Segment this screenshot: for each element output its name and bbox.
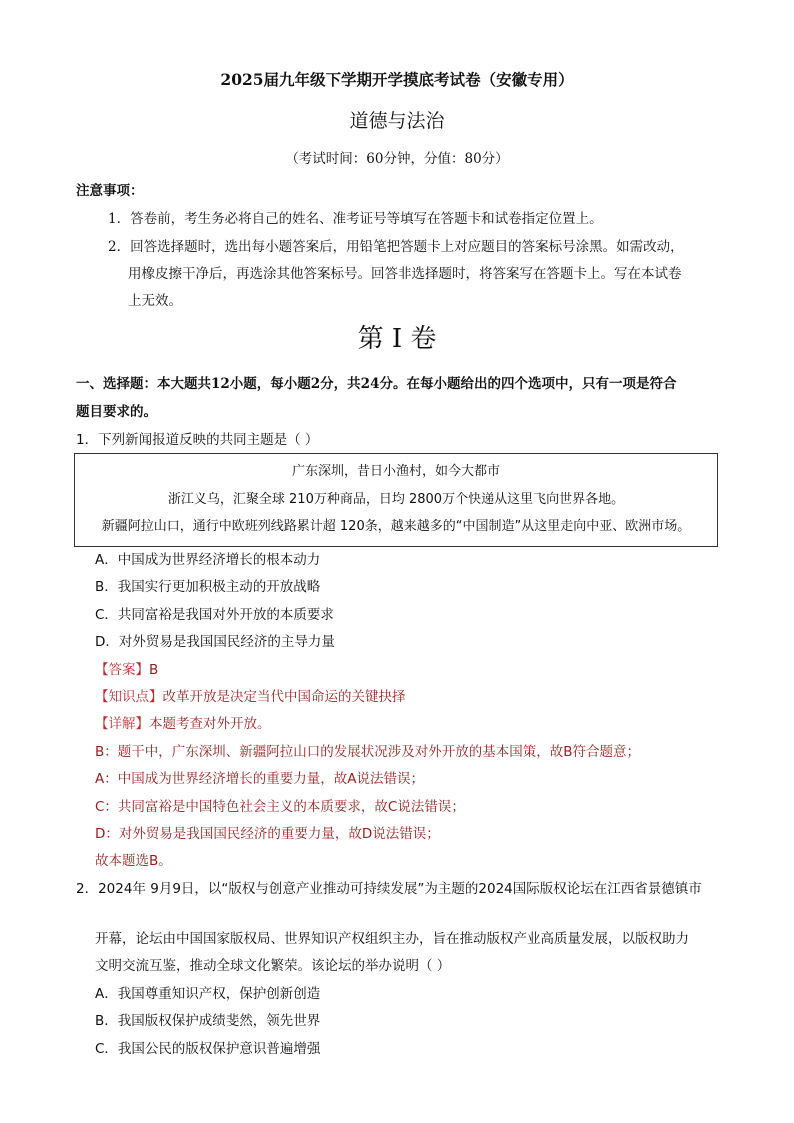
exam-info: （考试时间：60分钟，分值：80分） (285, 151, 509, 167)
question-1-material-box (74, 453, 718, 547)
notice-item-2-line-2: 用橡皮擦干净后，再选涂其他答案标号。回答非选择题时，将答案写在答题卡上。写在本试卷 (128, 266, 682, 282)
notice-item-1: 1．答卷前，考生务必将自己的姓名、准考证号等填写在答题卡和试卷指定位置上。 (108, 211, 603, 227)
subject-title: 道德与法治 (349, 110, 445, 132)
question-1-stem: 1．下列新闻报道反映的共同主题是（ ） (76, 432, 319, 448)
notice-item-2-line-1: 2．回答选择题时，选出每小题答案后，用铅笔把答题卡上对应题目的答案标号涂黑。如需改动， (108, 239, 684, 255)
answer-label: 【答案】 (95, 662, 149, 678)
material-line-2: 浙江义乌，汇聚全球 210万种商品，日均 2800万个快递从这里飞向世界各地。 (167, 492, 625, 507)
analysis-line-4: D：对外贸易是我国国民经济的重要力量，故D说法错误； (95, 826, 440, 842)
analysis-line-3: C：共同富裕是中国特色社会主义的本质要求，故C说法错误； (95, 799, 465, 815)
section-heading-line-1: 一、选择题：本大题共12小题，每小题2分，共24分。在每小题给出的四个选项中，只有一项是符合 (76, 376, 677, 392)
question-2-stem-line-3: 文明交流互鉴，推动全球文化繁荣。该论坛的举办说明（ ） (95, 958, 451, 974)
question-2-option-a: A．我国尊重知识产权，保护创新创造 (95, 986, 321, 1002)
analysis-line-2: A：中国成为世界经济增长的重要力量，故A说法错误； (95, 771, 424, 787)
notice-item-2-line-3: 上无效。 (128, 293, 182, 309)
analysis-conclusion: 故本题选B。 (95, 853, 172, 869)
material-line-3: 新疆阿拉山口，通行中欧班列线路累计超 120条，越来越多的“中国制造”从这里走向中亚、欧洲市场。 (101, 519, 691, 534)
detail-value: 本题考查对外开放。 (149, 716, 271, 732)
question-1-option-c: C．共同富裕是我国对外开放的本质要求 (95, 607, 334, 623)
question-1-option-d: D．对外贸易是我国国民经济的主导力量 (95, 634, 335, 650)
question-1-option-a: A．中国成为世界经济增长的根本动力 (95, 552, 321, 568)
material-line-1: 广东深圳，昔日小渔村，如今大都市 (291, 464, 500, 479)
knowledge-line (95, 685, 406, 705)
detail-line (95, 712, 271, 732)
question-2-stem-line-1: 2．2024年 9月9日，以“版权与创意产业推动可持续发展”为主题的2024国际版权论坛在江西省景德镇市 (76, 881, 702, 897)
detail-label: 【详解】 (95, 716, 149, 732)
exam-title: 2025届九年级下学期开学摸底考试卷（安徽专用） (220, 70, 574, 89)
answer-line (95, 658, 158, 678)
question-1-option-b: B．我国实行更加积极主动的开放战略 (95, 579, 321, 595)
section-heading-line-2: 题目要求的。 (76, 404, 157, 420)
volume-heading: 第 I 卷 (357, 324, 437, 354)
question-2-stem-line-2: 开幕，论坛由中国国家版权局、世界知识产权组织主办，旨在推动版权产业高质量发展，以版权助力 (95, 931, 689, 947)
question-2-option-c: C．我国公民的版权保护意识普遍增强 (95, 1041, 321, 1057)
notice-heading: 注意事项： (76, 183, 144, 199)
question-2-option-b: B．我国版权保护成绩斐然，领先世界 (95, 1013, 321, 1029)
knowledge-value: 改革开放是决定当代中国命运的关键抉择 (162, 689, 406, 705)
analysis-line-1: B：题干中，广东深圳、新疆阿拉山口的发展状况涉及对外开放的基本国策，故B符合题意； (95, 744, 641, 760)
answer-value: B (149, 662, 159, 678)
knowledge-label: 【知识点】 (95, 689, 163, 705)
